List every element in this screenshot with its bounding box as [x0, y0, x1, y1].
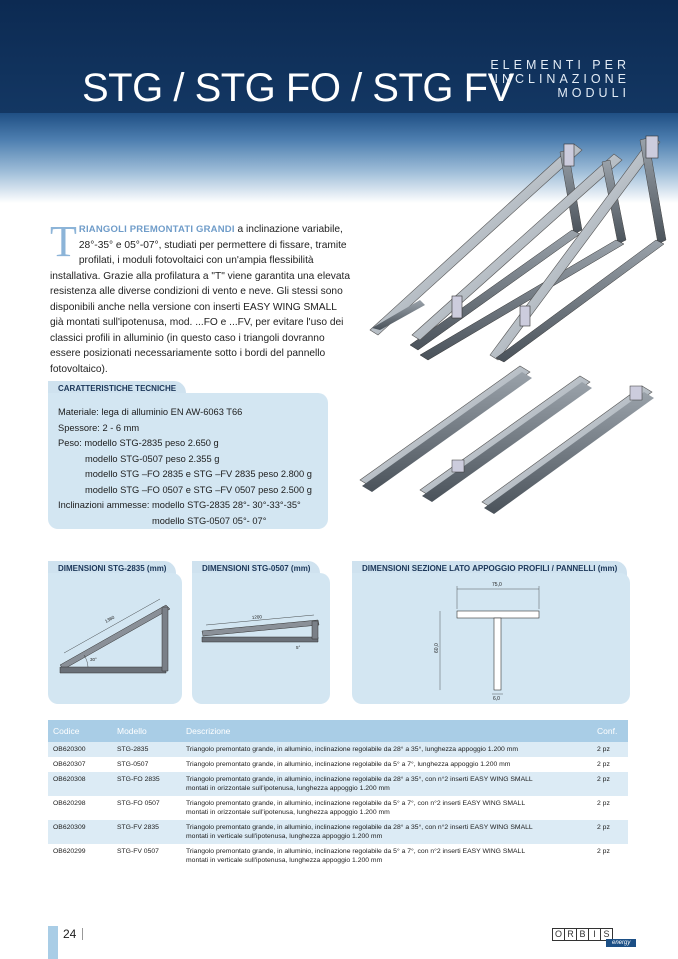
dim-length-label: 1380 — [104, 614, 116, 624]
spec-line: Spessore: 2 - 6 mm — [58, 422, 140, 433]
spec-line: modello STG –FO 0507 e STG –FV 0507 peso 2.500 g — [85, 484, 312, 495]
spec-line: modello STG-0507 05°- 07° — [152, 515, 267, 526]
table-header-row — [48, 720, 628, 742]
cell-description — [181, 742, 592, 757]
intro-paragraph — [50, 217, 351, 377]
table-row — [48, 844, 628, 868]
intro-lead: RIANGOLI PREMONTATI GRANDI — [78, 224, 235, 235]
desc-line: montati in verticale sull'ipotenusa, lunghezza appoggio 1.200 mm — [186, 833, 383, 840]
cell-code: OB620307 — [53, 761, 86, 768]
desc-line: Triangolo premontato grande, in alluminio, inclinazione regolabile da 5° a 7°, con n°2 inserti EASY WING SMALL — [186, 800, 526, 807]
spec-line: modello STG –FO 2835 e STG –FV 2835 peso 2.800 g — [85, 469, 312, 479]
dimensions-0507-tab: DIMENSIONI STG-0507 (mm) — [192, 561, 320, 576]
cell-code: OB620300 — [48, 742, 112, 757]
drop-cap: T — [50, 217, 77, 266]
section-subtitle — [490, 58, 630, 100]
desc-line: montati in orizzontale sull'ipotenusa, lunghezza appoggio 1.200 mm — [186, 785, 390, 792]
col-conf: Conf. — [592, 720, 628, 742]
product-table — [48, 720, 628, 868]
cell-code: OB620298 — [53, 800, 86, 807]
spec-line: Materiale: lega di alluminio EN AW-6063 T66 — [58, 407, 243, 417]
spec-line: modello STG-0507 peso 2.355 g — [85, 453, 220, 464]
dimensions-2835-tab: DIMENSIONI STG-2835 (mm) — [48, 561, 176, 576]
logo-letter: I — [588, 928, 601, 941]
product-illustration — [350, 130, 670, 520]
section-height-label: 60,0 — [434, 643, 440, 653]
spec-line: Peso: modello STG-2835 peso 2.650 g — [58, 438, 219, 448]
section-base-label: 6,0 — [493, 696, 500, 702]
cell-conf: 2 pz — [592, 742, 628, 757]
dim-length-label: 1200 — [251, 614, 263, 620]
cell-code: OB620308 — [48, 772, 112, 796]
logo-letter: R — [564, 928, 577, 941]
section-dimensions-box — [352, 573, 630, 704]
desc-line: Triangolo premontato grande, in alluminio, inclinazione regolabile da 28° a 35°, con n°2 inserti EASY WING SMALL — [186, 824, 533, 831]
cell-description — [181, 844, 592, 868]
cell-model: STG-FO 2835 — [112, 772, 181, 796]
cell-model: STG-2835 — [112, 742, 181, 757]
table-row — [48, 820, 628, 844]
cell-description — [181, 796, 592, 820]
page-number-bar — [48, 926, 58, 959]
logo-letter: B — [576, 928, 589, 941]
desc-line: Triangolo premontato grande, in alluminio, inclinazione regolabile da 28° a 35°, con n°2 inserti EASY WING SMALL — [186, 776, 533, 783]
cell-description — [181, 757, 592, 772]
section-dimensions-tab: DIMENSIONI SEZIONE LATO APPOGGIO PROFILI / PANNELLI (mm) — [352, 561, 627, 576]
subtitle-line: ELEMENTI PER — [490, 58, 630, 72]
cell-model: STG-0507 — [117, 761, 149, 768]
orbis-logo — [552, 924, 612, 942]
cell-model: STG-FV 2835 — [112, 820, 181, 844]
cell-description — [181, 820, 592, 844]
desc-line: montati in verticale sull'ipotenusa, lunghezza appoggio 1.200 mm — [186, 857, 383, 864]
page-number: 24 — [63, 927, 77, 941]
spec-line: Inclinazioni ammesse: modello STG-2835 28°- 30°-33°-35° — [58, 500, 301, 510]
col-model: Modello — [112, 720, 181, 742]
desc-line: Triangolo premontato grande, in alluminio, inclinazione regolabile da 28° a 35°, lunghezza appoggio 1.200 mm — [186, 746, 519, 753]
desc-line: Triangolo premontato grande, in alluminio, inclinazione regolabile da 5° a 7°, con n°2 inserti EASY WING SMALL — [186, 848, 526, 855]
tech-specs-tab: CARATTERISTICHE TECNICHE — [48, 381, 186, 396]
col-description: Descrizione — [181, 720, 592, 742]
page-title: STG / STG FO / STG FV — [82, 66, 514, 110]
dimensions-0507-drawing — [192, 573, 330, 704]
logo-letter: O — [552, 928, 565, 941]
subtitle-line: INCLINAZIONE — [494, 72, 630, 86]
section-profile-drawing — [352, 573, 630, 704]
intro-body: a inclinazione variabile, 28°-35° e 05°-07°, studiati per permettere di fissare, tramite profilati, i moduli fotovoltaici con un'ampia flessibilità installativa. Grazie alla profilatura a "T" viene garantita una elevata resistenza alle diverse condizioni di vento e neve. Gli stessi sono disponibili anche nella versione con inserti EASY WING SMALL già montati sull'ipotenusa, mod. ...FO e ...FV, per evitare l'uso dei classici profili in alluminio (in questo caso i triangoli dovranno essere posizionati necessariamente sotto i bordi del pannello fotovoltaico). — [50, 224, 351, 375]
cell-conf: 2 pz — [597, 761, 610, 768]
logo-letter: S — [600, 928, 613, 941]
flat-bracket-3 — [482, 386, 654, 514]
cell-description — [181, 772, 592, 796]
cell-conf: 2 pz — [597, 800, 610, 807]
col-code: Codice — [48, 720, 112, 742]
logo-energy-tag: energy — [606, 939, 636, 947]
cell-conf: 2 pz — [592, 772, 628, 796]
tech-specs-box — [48, 393, 328, 529]
cell-conf: 2 pz — [597, 848, 610, 855]
subtitle-line: MODULI — [557, 86, 630, 100]
table-row — [48, 757, 628, 772]
section-width-label: 75,0 — [492, 582, 502, 588]
cell-model: STG-FO 0507 — [117, 800, 160, 807]
table-row — [48, 772, 628, 796]
dim-angle-label: 5° — [296, 645, 301, 650]
cell-conf: 2 pz — [592, 820, 628, 844]
dimensions-2835-box — [48, 573, 182, 704]
cell-code: OB620309 — [48, 820, 112, 844]
cell-model: STG-FV 0507 — [117, 848, 159, 855]
table-row — [48, 796, 628, 820]
dimensions-2835-drawing — [48, 573, 182, 704]
page-number-divider — [82, 928, 83, 940]
table-row — [48, 742, 628, 757]
desc-line: montati in orizzontale sull'ipotenusa, lunghezza appoggio 1.200 mm — [186, 809, 390, 816]
dimensions-0507-box — [192, 573, 330, 704]
dim-angle-label: 30° — [90, 657, 97, 662]
cell-code: OB620299 — [53, 848, 86, 855]
desc-line: Triangolo premontato grande, in alluminio, inclinazione regolabile da 5° a 7°, lunghezza appoggio 1.200 mm — [186, 761, 511, 768]
